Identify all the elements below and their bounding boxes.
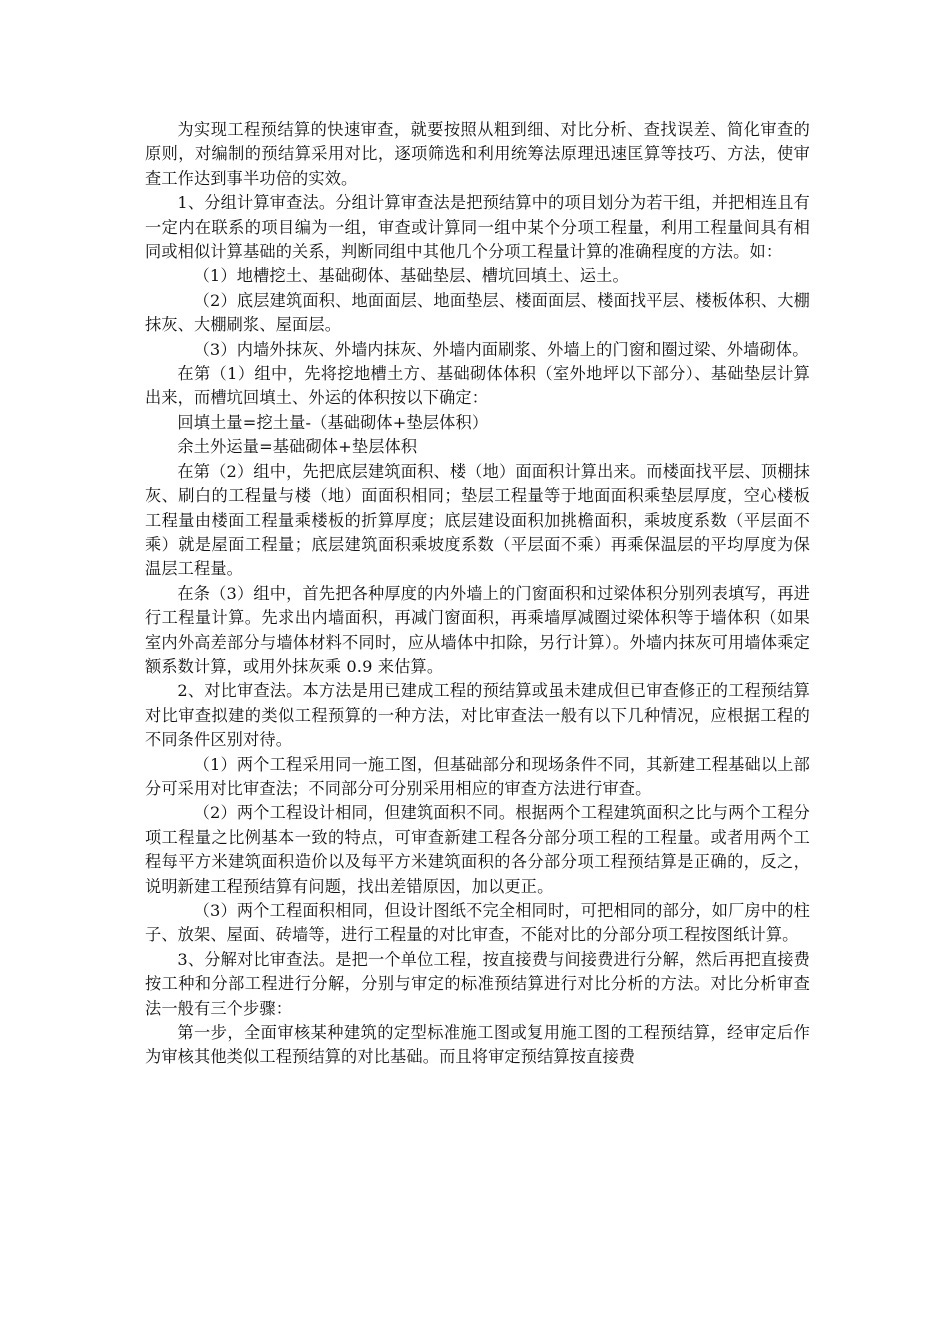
document-page: [145, 118, 810, 1070]
paragraph-compare-3: （3）两个工程面积相同，但设计图纸不完全相同时，可把相同的部分，如厂房中的柱子、放架、屋面、砖墙等，进行工程量的对比审查，不能对比的分部分项工程按图纸计算。: [145, 901, 810, 945]
paragraph-group-1-detail: 在第（1）组中，先将挖地槽土方、基础砌体体积（室外地坪以下部分）、基础垫层计算出来，而槽坑回填土、外运的体积按以下确定：: [145, 364, 810, 408]
paragraph-group-1: （1）地槽挖土、基础砌体、基础垫层、槽坑回填土、运土。: [193, 266, 629, 286]
paragraph-method-1: 1、分组计算审查法。分组计算审查法是把预结算中的项目划分为若干组，并把相连且有一定内在联系的项目编为一组，审查或计算同一组中某个分项工程量，利用工程量间具有相同或相似计算基础的关系，判断同组中其他几个分项工程量计算的准确程度的方法。如：: [145, 193, 810, 262]
paragraph-compare-1: （1）两个工程采用同一施工图，但基础部分和现场条件不同，其新建工程基础以上部分可采用对比审查法；不同部分可分别采用相应的审查方法进行审查。: [145, 754, 810, 798]
paragraph-group-2: （2）底层建筑面积、地面面层、地面垫层、楼面面层、楼面找平层、楼板体积、大棚抹灰、大棚刷浆、屋面层。: [145, 290, 810, 335]
paragraph-method-3: 3、分解对比审查法。是把一个单位工程，按直接费与间接费进行分解，然后再把直接费按工种和分部工程进行分解，分别与审定的标准预结算进行对比分析的方法。对比分析审查法一般有三个步骤：: [145, 949, 810, 1018]
paragraph-compare-2: （2）两个工程设计相同，但建筑面积不同。根据两个工程建筑面积之比与两个工程分项工程量之比例基本一致的特点，可审查新建工程各分部分项工程的工程量。或者用两个工程每平方米建筑面积造价以及每平方米建筑面积的各分部分项工程预结算是正确的，反之，说明新建工程预结算有问题，找出差错原因，加以更正。: [145, 803, 810, 896]
paragraph-step-1: 第一步，全面审核某种建筑的定型标准施工图或复用施工图的工程预结算，经审定后作为审核其他类似工程预结算的对比基础。而且将审定预结算按直接费: [145, 1023, 810, 1067]
paragraph-group-2-detail: 在第（2）组中，先把底层建筑面积、楼（地）面面积计算出来。而楼面找平层、顶棚抹灰、刷白的工程量与楼（地）面面积相同；垫层工程量等于地面面积乘垫层厚度，空心楼板工程量由楼面工程量乘楼板的折算厚度；底层建设面积加挑檐面积，乘坡度系数（平层面不乘）就是屋面工程量；底层建筑面积乘坡度系数（平层面不乘）再乘保温层的平均厚度为保温层工程量。: [145, 461, 810, 579]
formula-backfill: 回填土量=挖土量-（基础砌体+垫层体积）: [177, 412, 489, 432]
paragraph-group-3: （3）内墙外抹灰、外墙内抹灰、外墙内面刷浆、外墙上的门窗和圈过梁、外墙砌体。: [193, 339, 809, 359]
paragraph-group-3-detail: 在条（3）组中，首先把各种厚度的内外墙上的门窗面积和过梁体积分别列表填写，再进行工程量计算。先求出内墙面积，再减门窗面积，再乘墙厚减圈过梁体积等于墙体积（如果室内外高差部分与墙体材料不同时，应从墙体中扣除，另行计算）。外墙内抹灰可用墙体乘定额系数计算，或用外抹灰乘 0.9 来估算。: [145, 583, 810, 676]
formula-spoil: 余土外运量=基础砌体+垫层体积: [177, 437, 418, 457]
paragraph-method-2: 2、对比审查法。本方法是用已建成工程的预结算或虽未建成但已审查修正的工程预结算对比审查拟建的类似工程预算的一种方法，对比审查法一般有以下几种情况，应根据工程的不同条件区别对待。: [145, 681, 810, 750]
paragraph-intro: 为实现工程预结算的快速审查，就要按照从粗到细、对比分析、查找误差、简化审查的原则，对编制的预结算采用对比，逐项筛选和利用统筹法原理迅速匡算等技巧、方法，使审查工作达到事半功倍的实效。: [145, 120, 810, 188]
